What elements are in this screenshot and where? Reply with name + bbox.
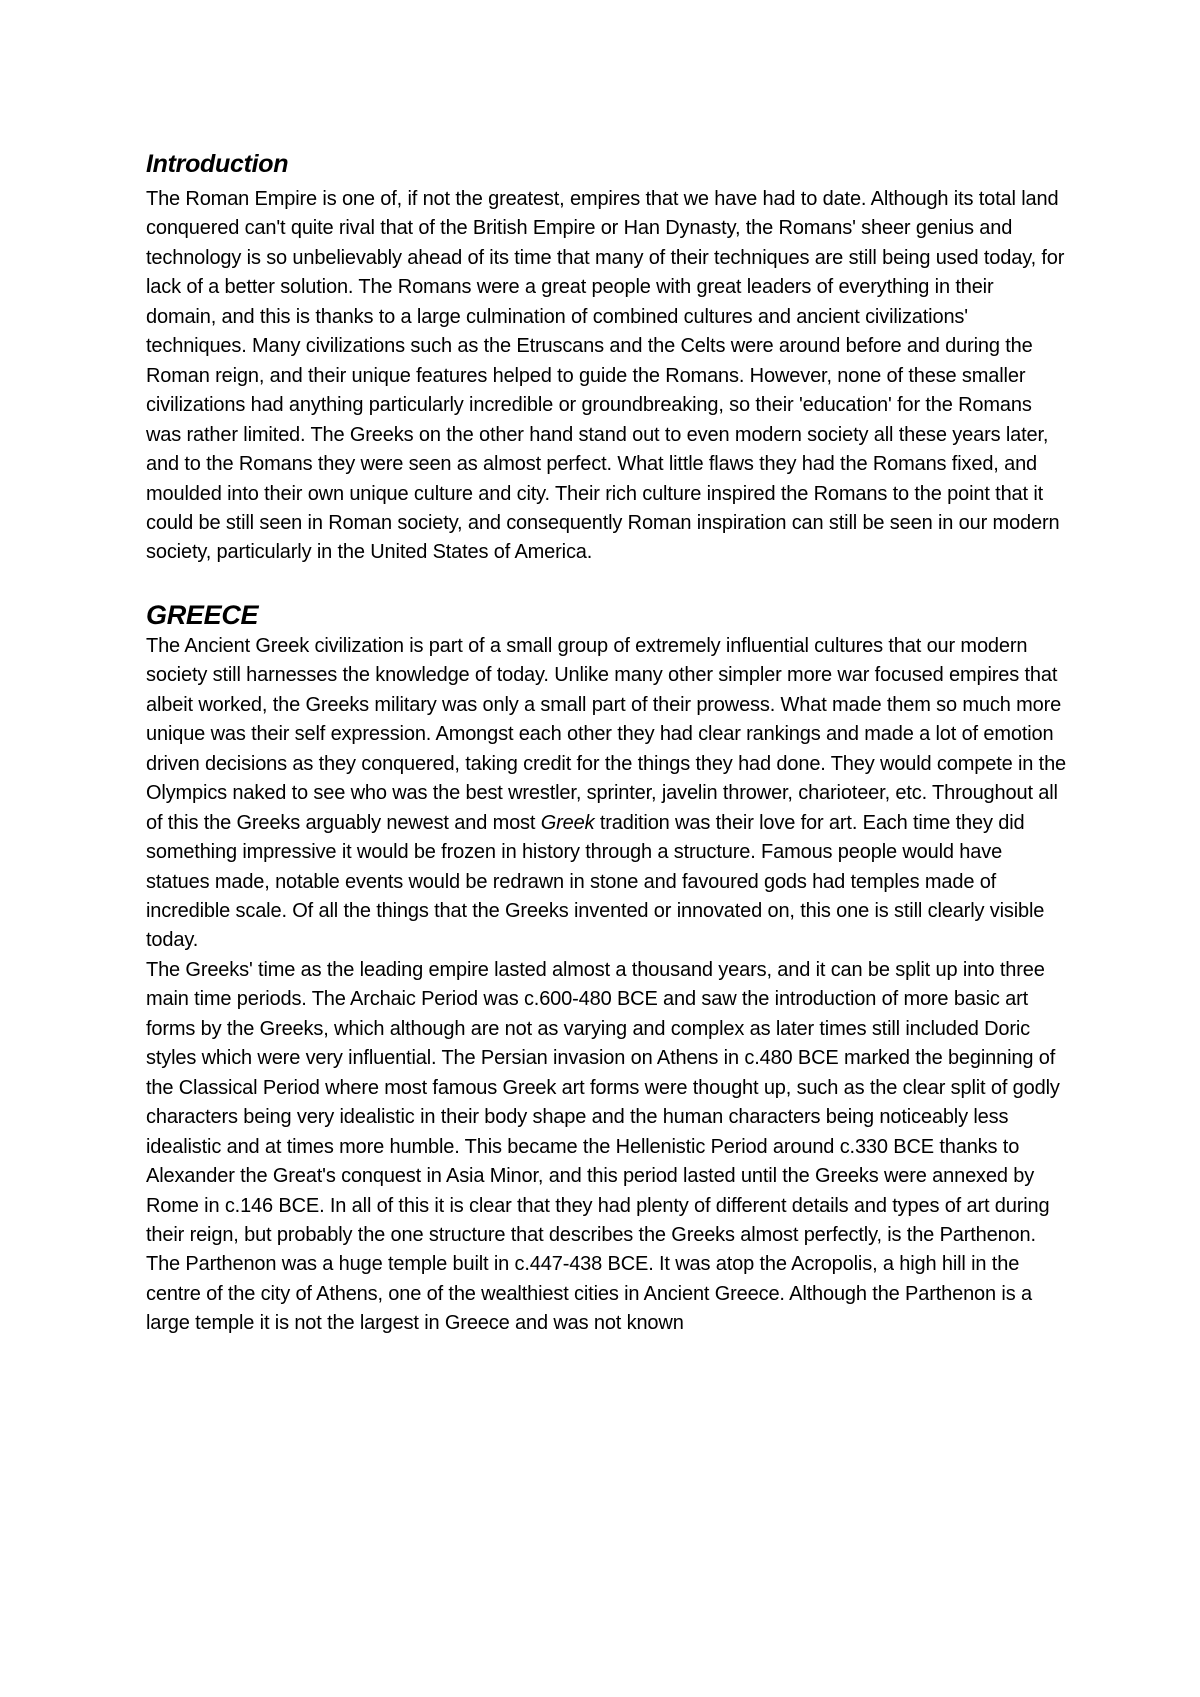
greek-italic-word: Greek — [540, 811, 595, 834]
greece-paragraph-1-text-a: The Ancient Greek civilization is part of a small group of extremely influential cultures that our modern society still harnesses the knowledge of today. Unlike many other simpler more war focused empires that albeit worked, the Greeks military was only a small part of their prowess. What made them so much more unique was their self expression. Amongst each other they had clear rankings and made a lot of emotion driven decisions as they conquered, taking credit for the things they had done. They would compete in the Olympics naked to see who was the best wrestler, sprinter, javelin thrower, charioteer, etc. Throughout all of this the Greeks arguably newest and most — [146, 634, 1067, 834]
greece-paragraph-1-text-b: tradition was their love for art. Each time they did something impressive it would be frozen in history through a structure. Famous people would have statues made, notable events would be redrawn in stone and favoured gods had temples made of incredible scale. Of all the things that the Greeks invented or innovated on, this one is still clearly visible today. — [146, 811, 1045, 952]
document-page — [146, 140, 1066, 1339]
introduction-paragraph: The Roman Empire is one of, if not the greatest, empires that we have had to date. Although its total land conquered can't quite rival that of the British Empire or Han Dynasty, the Romans' sheer genius and technology is so unbelievably ahead of its time that many of their techniques are still being used today, for lack of a better solution. The Romans were a great people with great leaders of everything in their domain, and this is thanks to a large culmination of combined cultures and ancient civilizations' techniques. Many civilizations such as the Etruscans and the Celts were around before and during the Roman reign, and their unique features helped to guide the Romans. However, none of these smaller civilizations had anything particularly incredible or groundbreaking, so their 'education' for the Romans was rather limited. The Greeks on the other hand stand out to even modern society all these years later, and to the Romans they were seen as almost perfect. What little flaws they had the Romans fixed, and moulded into their own unique culture and city. Their rich culture inspired the Romans to the point that it could be still seen in Roman society, and consequently Roman inspiration can still be seen in our modern society, particularly in the United States of America. — [146, 188, 1065, 564]
greece-heading: GREECE — [146, 599, 259, 630]
greece-paragraph-2: The Greeks' time as the leading empire lasted almost a thousand years, and it can be split up into three main time periods. The Archaic Period was c.600-480 BCE and saw the introduction of more basic art forms by the Greeks, which although are not as varying and complex as later times still included Doric styles which were very influential. The Persian invasion on Athens in c.480 BCE marked the beginning of the Classical Period where most famous Greek art forms were thought up, such as the clear split of godly characters being very idealistic in their body shape and the human characters being noticeably less idealistic and at times more humble. This became the Hellenistic Period around c.330 BCE thanks to Alexander the Great's conquest in Asia Minor, and this period lasted until the Greeks were annexed by Rome in c.146 BCE. In all of this it is clear that they had plenty of different details and types of art during their reign, but probably the one structure that describes the Greeks almost perfectly, is the Parthenon. — [146, 958, 1060, 1246]
introduction-heading: Introduction — [146, 150, 289, 178]
greece-paragraph-3: The Parthenon was a huge temple built in c.447-438 BCE. It was atop the Acropolis, a high hill in the centre of the city of Athens, one of the wealthiest cities in Ancient Greece. Although the Parthenon is a large temple it is not the largest in Greece and was not known — [146, 1253, 1032, 1335]
greece-paragraph-1 — [146, 632, 1066, 956]
